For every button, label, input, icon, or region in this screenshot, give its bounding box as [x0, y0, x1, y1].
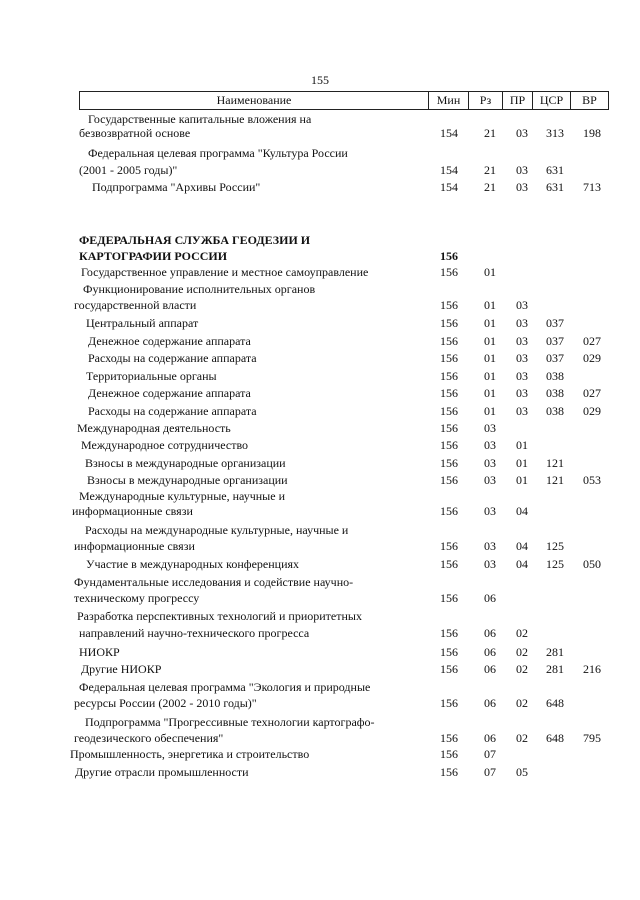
- code-csr: 281: [546, 662, 564, 676]
- code-min: 156: [440, 386, 458, 400]
- code-rz: 03: [484, 456, 496, 470]
- code-min: 156: [440, 626, 458, 640]
- header-min: Мин: [428, 92, 468, 109]
- page-number: 155: [311, 73, 329, 87]
- code-min: 156: [440, 731, 458, 745]
- code-rz: 21: [484, 180, 496, 194]
- row-name: Денежное содержание аппарата: [88, 334, 251, 348]
- row-name: информационные связи: [74, 539, 195, 553]
- code-vr: 713: [583, 180, 601, 194]
- code-csr: 037: [546, 351, 564, 365]
- code-csr: 648: [546, 696, 564, 710]
- code-csr: 631: [546, 180, 564, 194]
- row-name: Промышленность, энергетика и строительство: [70, 747, 310, 761]
- code-pr: 04: [516, 504, 528, 518]
- row-name: Международное сотрудничество: [81, 438, 249, 452]
- code-vr: 027: [583, 386, 601, 400]
- row-name: Центральный аппарат: [86, 316, 199, 330]
- code-min: 156: [440, 369, 458, 383]
- code-rz: 07: [484, 765, 496, 779]
- code-csr: 648: [546, 731, 564, 745]
- row-name: Разработка перспективных технологий и приоритетных: [77, 609, 362, 623]
- code-min: 154: [440, 180, 458, 194]
- code-min: 156: [440, 747, 458, 761]
- header-pr: ПР: [502, 92, 532, 109]
- code-rz: 06: [484, 731, 496, 745]
- row-name: Другие НИОКР: [81, 662, 162, 676]
- code-pr: 03: [516, 369, 528, 383]
- row-name: (2001 - 2005 годы)": [79, 163, 178, 177]
- code-rz: 06: [484, 645, 496, 659]
- row-name: информационные связи: [72, 504, 193, 518]
- row-name: Участие в международных конференциях: [86, 557, 300, 571]
- row-name: Федеральная целевая программа "Экология и природные: [79, 680, 371, 694]
- table-header: [79, 91, 609, 110]
- row-name: Другие отрасли промышленности: [75, 765, 249, 779]
- code-vr: 027: [583, 334, 601, 348]
- code-rz: 03: [484, 421, 496, 435]
- code-rz: 06: [484, 696, 496, 710]
- code-pr: 03: [516, 298, 528, 312]
- code-rz: 01: [484, 386, 496, 400]
- row-name: направлений научно-технического прогресса: [79, 626, 310, 640]
- code-vr: 029: [583, 351, 601, 365]
- code-min: 156: [440, 438, 458, 452]
- code-rz: 01: [484, 316, 496, 330]
- code-rz: 21: [484, 126, 496, 140]
- code-csr: 631: [546, 163, 564, 177]
- row-name: Денежное содержание аппарата: [88, 386, 251, 400]
- row-name: Взносы в международные организации: [85, 456, 286, 470]
- code-min: 156: [440, 539, 458, 553]
- code-rz: 06: [484, 626, 496, 640]
- row-name: Территориальные органы: [86, 369, 217, 383]
- code-min: 156: [440, 334, 458, 348]
- row-name: ресурсы России (2002 - 2010 годы)": [74, 696, 257, 710]
- code-vr: 053: [583, 473, 601, 487]
- code-csr: 037: [546, 316, 564, 330]
- code-pr: 04: [516, 539, 528, 553]
- header-rz: Рз: [468, 92, 502, 109]
- code-csr: 038: [546, 369, 564, 383]
- code-rz: 03: [484, 438, 496, 452]
- code-rz: 01: [484, 334, 496, 348]
- row-name: Функционирование исполнительных органов: [83, 282, 316, 296]
- row-name: Взносы в международные организации: [87, 473, 288, 487]
- code-csr: 038: [546, 404, 564, 418]
- code-min: 156: [440, 298, 458, 312]
- code-min: 156: [440, 351, 458, 365]
- row-name: Федеральная целевая программа "Культура России: [88, 146, 348, 160]
- row-name: Международная деятельность: [77, 421, 231, 435]
- row-name: Государственное управление и местное самоуправление: [81, 265, 369, 279]
- code-pr: 03: [516, 404, 528, 418]
- code-rz: 01: [484, 404, 496, 418]
- row-name: ФЕДЕРАЛЬНАЯ СЛУЖБА ГЕОДЕЗИИ И: [79, 233, 311, 247]
- code-min: 154: [440, 163, 458, 177]
- code-min: 156: [440, 662, 458, 676]
- row-name: Подпрограмма "Прогрессивные технологии картографо-: [85, 715, 375, 729]
- code-rz: 03: [484, 539, 496, 553]
- code-rz: 07: [484, 747, 496, 761]
- row-name: Расходы на содержание аппарата: [88, 351, 257, 365]
- code-csr: 125: [546, 539, 564, 553]
- header-name: Наименование: [79, 92, 428, 109]
- code-pr: 03: [516, 386, 528, 400]
- code-min: 156: [440, 404, 458, 418]
- code-rz: 03: [484, 504, 496, 518]
- code-csr: 121: [546, 456, 564, 470]
- header-csr: ЦСР: [532, 92, 570, 109]
- code-csr: 038: [546, 386, 564, 400]
- code-vr: 216: [583, 662, 601, 676]
- row-name: КАРТОГРАФИИ РОССИИ: [79, 249, 228, 263]
- code-pr: 03: [516, 334, 528, 348]
- code-pr: 02: [516, 731, 528, 745]
- code-min: 156: [440, 591, 458, 605]
- code-pr: 02: [516, 645, 528, 659]
- code-rz: 03: [484, 473, 496, 487]
- code-min: 156: [440, 456, 458, 470]
- code-pr: 02: [516, 626, 528, 640]
- code-min: 156: [440, 557, 458, 571]
- code-min: 156: [440, 765, 458, 779]
- code-csr: 281: [546, 645, 564, 659]
- code-pr: 01: [516, 438, 528, 452]
- code-pr: 04: [516, 557, 528, 571]
- row-name: безвозвратной основе: [79, 126, 191, 140]
- code-rz: 21: [484, 163, 496, 177]
- code-csr: 313: [546, 126, 564, 140]
- code-rz: 01: [484, 351, 496, 365]
- code-pr: 05: [516, 765, 528, 779]
- row-name: геодезического обеспечения": [74, 731, 224, 745]
- code-pr: 03: [516, 316, 528, 330]
- code-min: 156: [440, 504, 458, 518]
- code-rz: 06: [484, 662, 496, 676]
- code-vr: 050: [583, 557, 601, 571]
- code-min: 156: [440, 696, 458, 710]
- code-pr: 01: [516, 456, 528, 470]
- code-pr: 03: [516, 163, 528, 177]
- code-min: 156: [440, 265, 458, 279]
- row-name: государственной власти: [74, 298, 197, 312]
- code-pr: 02: [516, 662, 528, 676]
- code-min: 156: [440, 473, 458, 487]
- row-name: Международные культурные, научные и: [79, 489, 285, 503]
- code-rz: 01: [484, 298, 496, 312]
- code-rz: 01: [484, 265, 496, 279]
- code-vr: 795: [583, 731, 601, 745]
- code-pr: 01: [516, 473, 528, 487]
- code-csr: 125: [546, 557, 564, 571]
- code-pr: 02: [516, 696, 528, 710]
- header-vr: ВР: [570, 92, 609, 109]
- code-pr: 03: [516, 180, 528, 194]
- code-min: 156: [440, 421, 458, 435]
- row-name: Расходы на содержание аппарата: [88, 404, 257, 418]
- code-rz: 03: [484, 557, 496, 571]
- code-min: 156: [440, 249, 458, 263]
- code-min: 154: [440, 126, 458, 140]
- code-pr: 03: [516, 126, 528, 140]
- code-vr: 029: [583, 404, 601, 418]
- code-rz: 06: [484, 591, 496, 605]
- code-min: 156: [440, 645, 458, 659]
- row-name: Подпрограмма "Архивы России": [92, 180, 261, 194]
- row-name: Государственные капитальные вложения на: [88, 112, 312, 126]
- code-min: 156: [440, 316, 458, 330]
- code-csr: 037: [546, 334, 564, 348]
- row-name: НИОКР: [79, 645, 120, 659]
- code-pr: 03: [516, 351, 528, 365]
- row-name: Фундаментальные исследования и содействие научно-: [74, 575, 354, 589]
- row-name: техническому прогрессу: [74, 591, 200, 605]
- code-rz: 01: [484, 369, 496, 383]
- row-name: Расходы на международные культурные, научные и: [85, 523, 349, 537]
- code-vr: 198: [583, 126, 601, 140]
- code-csr: 121: [546, 473, 564, 487]
